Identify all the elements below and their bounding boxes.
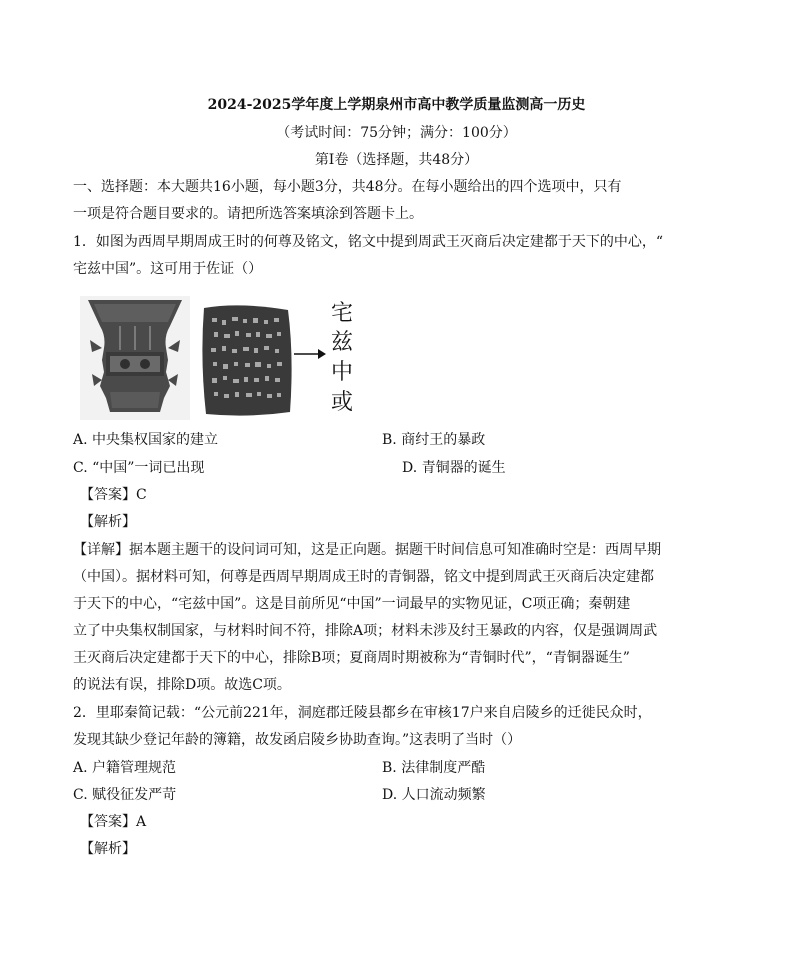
inscription-rubbing-image [202,305,291,415]
section-heading: 第Ⅰ卷（选择题，共48分） [314,152,479,168]
option-d: D. 青铜器的诞生 [402,460,506,476]
question-stem: 发现其缺少登记年龄的簿籍，故发函启陵乡协助查询。”这表明了当时（） [73,732,522,748]
glyph-zhai: 宅 [330,301,354,326]
detail-line: 王灭商后决定建都于天下的中心，排除B项；夏商周时期被称为“青铜时代”，“青铜器诞生” [73,650,630,666]
option-b: B. 法律制度严酷 [382,760,486,776]
analysis-label: 【解析】 [80,514,136,530]
instruction-line: 一项是符合题目要求的。请把所选答案填涂到答题卡上。 [73,206,423,222]
option-c: C. 赋役征发严苛 [73,787,177,803]
option-b: B. 商纣王的暴政 [382,432,486,448]
answer-label: 【答案】A [80,814,147,830]
glyph-guo: 或 [330,390,354,415]
glyph-zhong: 中 [330,360,354,385]
glyph-zi: 兹 [330,330,354,355]
option-d: D. 人口流动频繁 [382,787,486,803]
analysis-label: 【解析】 [80,841,136,857]
he-zun-illustration [80,296,370,420]
option-c: C. “中国”一词已出现 [73,460,205,476]
detail-line: 【详解】据本题主题干的设问词可知，这是正向题。据题干时间信息可知准确时空是：西周早期 [73,542,661,558]
arrow-icon [294,349,326,359]
detail-line: 于天下的中心，“宅兹中国”。这是目前所见“中国”一词最早的实物见证，C项正确；秦朝建 [73,596,631,612]
detail-line: 的说法有误，排除D项。故选C项。 [73,677,291,693]
detail-line: 立了中央集权制国家，与材料时间不符，排除A项；材料未涉及纣王暴政的内容，仅是强调周武 [73,623,658,639]
question-stem: 2．里耶秦简记载：“公元前221年，洞庭郡迁陵县都乡在审核17户来自启陵乡的迁徙民众时， [73,705,652,721]
exam-info: （考试时间：75分钟；满分：100分） [276,125,517,141]
question-stem: 1．如图为西周早期周成王时的何尊及铭文，铭文中提到周武王灭商后决定建都于天下的中心，“ [73,234,664,250]
option-a: A. 户籍管理规范 [73,760,177,776]
bronze-vessel-image [80,296,190,420]
he-zun-figure [80,296,370,420]
exam-title: 2024-2025学年度上学期泉州市高中教学质量监测高一历史 [207,97,586,113]
inscription-glyphs [331,301,354,415]
option-a: A. 中央集权国家的建立 [73,432,219,448]
question-stem: 宅兹中国”。这可用于佐证（） [73,261,263,277]
detail-line: （中国）。据材料可知，何尊是西周早期周成王时的青铜器，铭文中提到周武王灭商后决定建都 [73,569,654,585]
instruction-line: 一、选择题：本大题共16小题，每小题3分，共48分。在每小题给出的四个选项中，只有 [73,179,622,195]
answer-label: 【答案】C [80,487,147,503]
